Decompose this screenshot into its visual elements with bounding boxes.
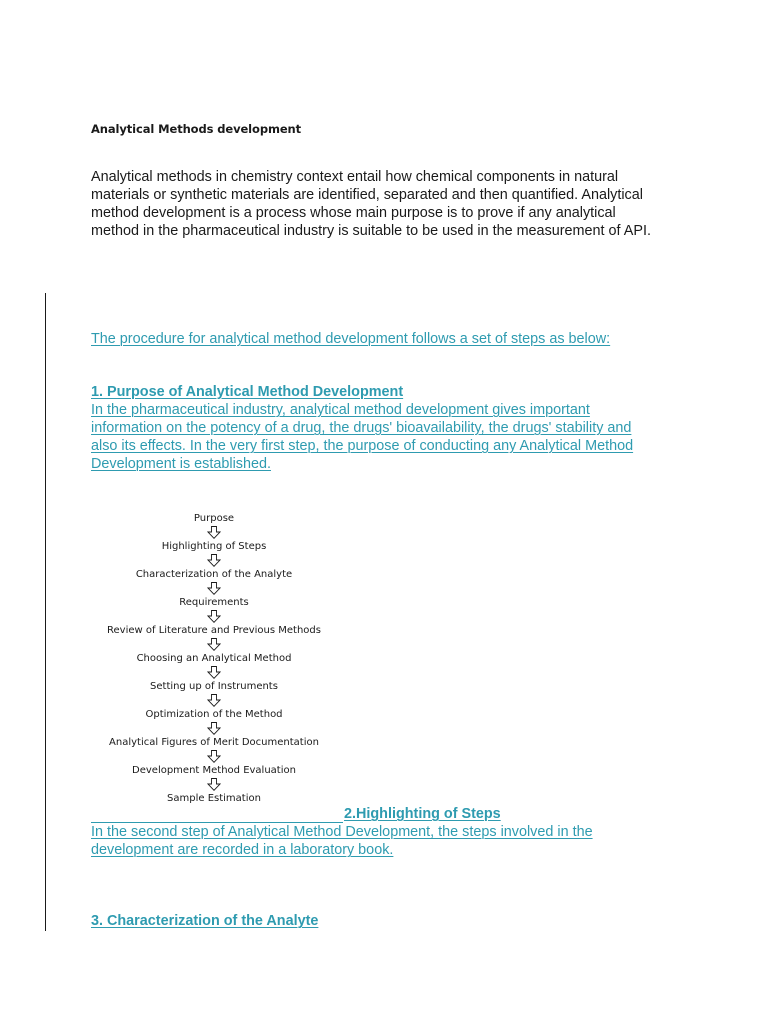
procedure-link[interactable]: The procedure for analytical method development follows a set of steps as below:	[91, 331, 611, 347]
down-arrow-icon	[104, 525, 324, 540]
down-arrow-icon	[104, 749, 324, 764]
down-arrow-icon	[104, 721, 324, 736]
intro-paragraph	[91, 168, 691, 240]
section2-body-link[interactable]: development are recorded in a laboratory book.	[91, 842, 394, 858]
section-purpose	[91, 383, 691, 473]
down-arrow-icon	[104, 665, 324, 680]
section3-heading-link[interactable]: 3. Characterization of the Analyte	[91, 913, 319, 929]
flowchart-step: Requirements	[179, 597, 249, 608]
section1-body-link[interactable]: Development is established.	[91, 456, 271, 472]
section1-body-link[interactable]: In the pharmaceutical industry, analytical method development gives important	[91, 402, 590, 418]
flowchart-step: Sample Estimation	[167, 793, 261, 804]
section1-heading-link[interactable]: 1. Purpose of Analytical Method Development	[91, 384, 404, 400]
down-arrow-icon	[104, 693, 324, 708]
page-title: Analytical Methods development	[91, 122, 302, 136]
flowchart-step: Highlighting of Steps	[161, 541, 267, 552]
down-arrow-icon	[104, 777, 324, 792]
flowchart-step: Characterization of the Analyte	[135, 569, 293, 580]
flowchart-step: Optimization of the Method	[145, 709, 283, 720]
flowchart-step: Analytical Figures of Merit Documentation	[109, 737, 319, 748]
down-arrow-icon	[104, 637, 324, 652]
down-arrow-icon	[104, 609, 324, 624]
section1-body-link[interactable]: information on the potency of a drug, the drugs' bioavailability, the drugs' stability and	[91, 420, 632, 436]
margin-bar	[45, 293, 46, 931]
flowchart-step: Development Method Evaluation	[132, 765, 296, 776]
section2-heading-link[interactable]: 2.Highlighting of Steps	[344, 806, 501, 822]
flowchart-step: Review of Literature and Previous Methods	[107, 625, 321, 636]
section-highlighting	[91, 823, 593, 859]
flowchart-step: Purpose	[193, 513, 235, 524]
down-arrow-icon	[104, 553, 324, 568]
intro-line: method development is a process whose main purpose is to prove if any analytical	[91, 205, 616, 221]
flowchart-step: Choosing an Analytical Method	[136, 653, 292, 664]
intro-line: Analytical methods in chemistry context entail how chemical components in natural	[91, 169, 619, 185]
flowchart-step: Setting up of Instruments	[150, 681, 278, 692]
section2-body-link[interactable]: In the second step of Analytical Method Development, the steps involved in the	[91, 824, 593, 840]
intro-line: method in the pharmaceutical industry is suitable to be used in the measurement of API.	[91, 223, 651, 239]
method-development-flowchart	[104, 512, 324, 805]
down-arrow-icon	[104, 581, 324, 596]
intro-line: materials or synthetic materials are identified, separated and then quantified. Analytical	[91, 187, 643, 203]
section1-body-link[interactable]: also its effects. In the very first step, the purpose of conducting any Analytical Method	[91, 438, 634, 454]
